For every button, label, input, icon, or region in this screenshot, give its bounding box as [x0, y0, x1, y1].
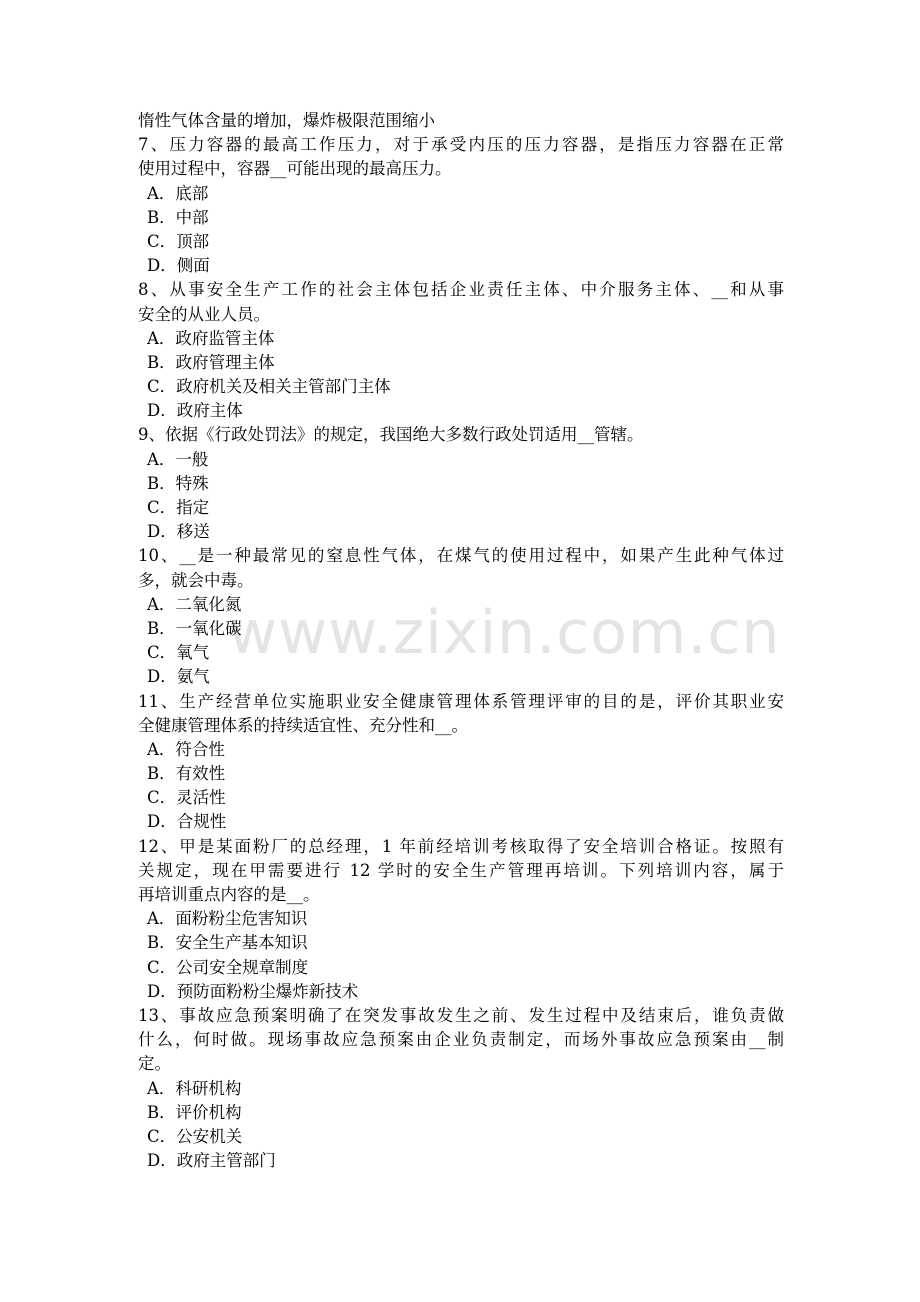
question-10 [138, 544, 784, 689]
question-9 [138, 423, 784, 544]
option-d: D．移送 [147, 522, 210, 542]
option-a: A．二氧化氮 [147, 594, 242, 614]
question-13 [138, 1004, 784, 1173]
question-text-line: 10、__是一种最常见的窒息性气体，在煤气的使用过程中，如果产生此种气体过 [138, 546, 784, 566]
option-c: C．指定 [147, 498, 210, 517]
option-d: D．政府主管部门 [147, 1151, 276, 1171]
question-text-line: 关规定，现在甲需要进行 12 学时的安全生产管理再培训。下列培训内容，属于 [138, 860, 784, 880]
question-text-line: 定。 [138, 1054, 171, 1074]
option-a: A．科研机构 [147, 1078, 242, 1098]
question-text-line: 8、从事安全生产工作的社会主体包括企业责任主体、中介服务主体、__和从事 [138, 280, 784, 300]
option-d: D．合规性 [147, 812, 227, 832]
option-c: C．公司安全规章制度 [147, 957, 309, 977]
option-b: B．安全生产基本知识 [147, 933, 308, 953]
option-b: B．政府管理主体 [147, 352, 275, 372]
option-a: A．底部 [147, 183, 209, 203]
question-text-line: 7、压力容器的最高工作压力，对于承受内压的压力容器，是指压力容器在正常 [138, 135, 784, 155]
option-b: B．一氧化碳 [147, 618, 242, 638]
option-b: B．中部 [147, 207, 209, 227]
question-text-line: 安全的从业人员。 [138, 304, 270, 324]
question-text-line: 再培训重点内容的是__。 [138, 885, 320, 904]
option-c: C．公安机关 [147, 1126, 243, 1146]
option-c: C．顶部 [147, 231, 210, 251]
watermark: www.zixin.com.cn [228, 598, 781, 668]
option-b: B．有效性 [147, 764, 226, 784]
option-b: B．特殊 [147, 473, 209, 493]
question-8 [138, 278, 784, 423]
question-text-line: 9、依据《行政处罚法》的规定，我国绝大多数行政处罚适用__管辖。 [138, 425, 644, 445]
option-a: A．面粉粉尘危害知识 [147, 909, 308, 929]
question-text-line: 什么，何时做。现场事故应急预案由企业负责制定，而场外事故应急预案由__制 [138, 1030, 784, 1050]
option-a: A．政府监管主体 [147, 328, 275, 348]
option-b: B．评价机构 [147, 1102, 242, 1122]
option-d: D．政府主体 [147, 401, 243, 421]
option-d: D．氨气 [147, 667, 210, 687]
option-d: D．侧面 [147, 256, 210, 276]
question-text-line: 11、生产经营单位实施职业安全健康管理体系管理评审的目的是，评价其职业安 [138, 691, 784, 711]
question-text-line: 使用过程中，容器__可能出现的最高压力。 [138, 159, 452, 179]
option-c: C．氧气 [147, 643, 210, 663]
question-text-line: 12、甲是某面粉厂的总经理，1 年前经培训考核取得了安全培训合格证。按照有 [138, 836, 784, 856]
option-d: D．预防面粉粉尘爆炸新技术 [147, 981, 359, 1001]
question-7 [138, 133, 784, 278]
question-text-line: 13、事故应急预案明确了在突发事故发生之前、发生过程中及结束后，谁负责做 [138, 1005, 784, 1025]
intro-line: 惰性气体含量的增加，爆炸极限范围缩小 [138, 111, 435, 130]
option-c: C．政府机关及相关主管部门主体 [147, 377, 391, 397]
option-a: A．符合性 [147, 739, 225, 759]
question-12 [138, 835, 784, 1004]
option-c: C．灵活性 [147, 788, 226, 808]
document-body [138, 109, 784, 1173]
question-text-line: 多，就会中毒。 [138, 570, 254, 590]
question-11 [138, 690, 784, 835]
question-text-line: 全健康管理体系的持续适宜性、充分性和__。 [138, 715, 468, 735]
option-a: A．一般 [147, 449, 209, 469]
